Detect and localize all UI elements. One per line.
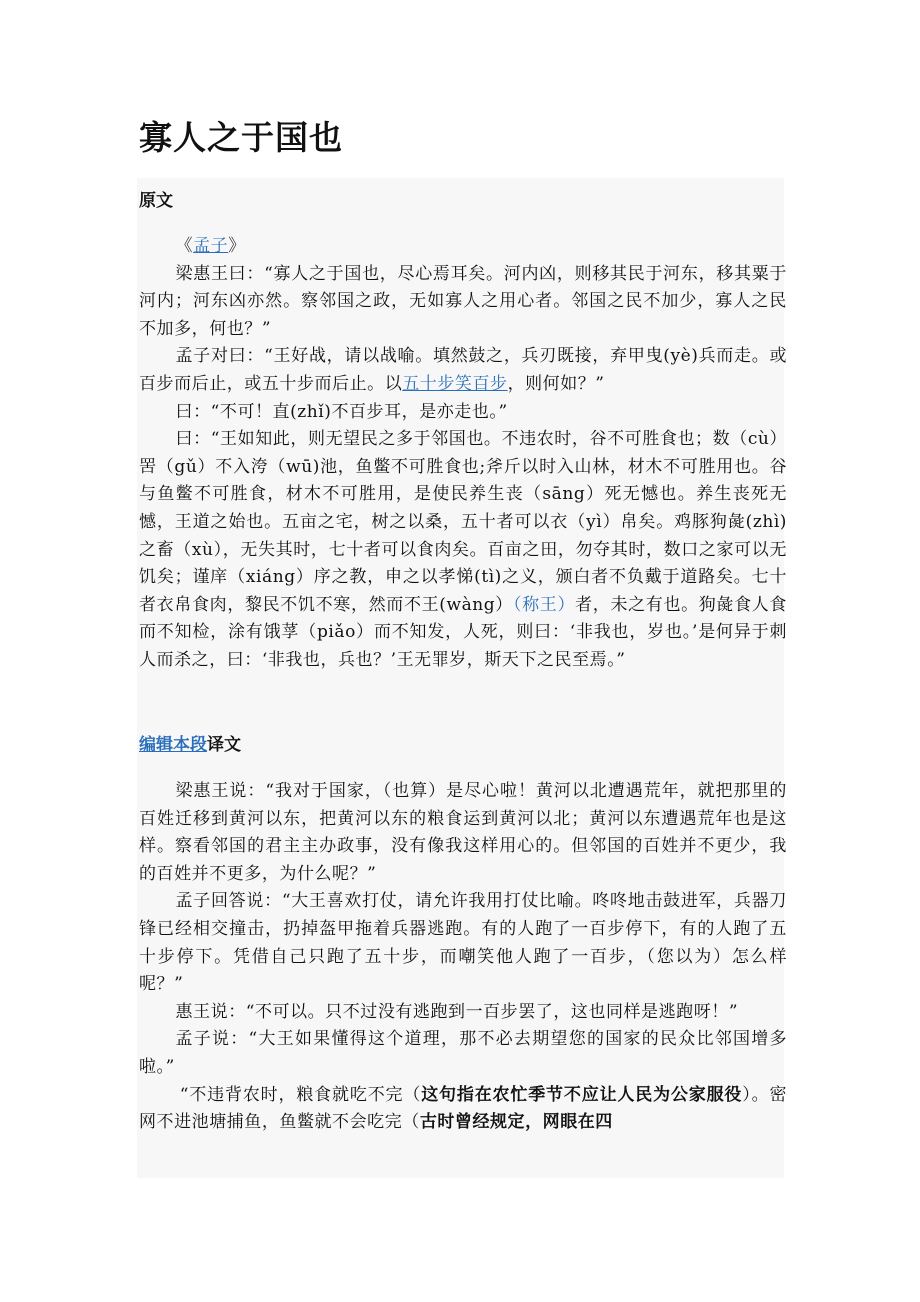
original-paragraph-4-start: 曰：“王如知此，则无望民之多于邻国也。不违农时，谷不可胜食也；数（cù）罟（gǔ）不入洿（wū)池，鱼鳖不可胜食也;斧斤以时入山林，材木不可胜用也。谷与鱼鳖不可胜食，材木不可胜用，是使民养生丧（sāng）死无憾也。养生丧死无憾，王道之始也。五亩之宅，树之以桑，五十者可以衣（yì）帛矣。鸡豚狗彘(zhì)之畜（xù），无失其时，七十者可以食肉矣。百亩之田，勿夺其时，数口之家可以无饥矣；谨庠（xiáng）序之教，申之以孝悌(tì)之义，颁白者不负戴于道路矣。七十者衣帛食肉，黎民不饥不寒，然而不王(wàng） bbox=[139, 429, 787, 615]
original-heading-text: 原文 bbox=[139, 191, 173, 211]
original-paragraph-2 bbox=[139, 343, 787, 398]
translation-note-2: 古时曾经规定，网眼在四 bbox=[419, 1112, 613, 1133]
original-paragraph-4-end: 者，未之有也。狗彘食人食而不知检，涂有饿莩（piǎo）而不知发，人死，则曰：‘非我也，岁也。’是何异于刺人而杀之，曰：‘非我也，兵也？’王无罪岁，斯天下之民至焉。” bbox=[139, 594, 787, 670]
original-paragraph-3: 曰：“不可！直(zhǐ)不百步耳，是亦走也。” bbox=[175, 401, 508, 422]
mencius-link[interactable]: 孟子 bbox=[193, 236, 229, 256]
idiom-link[interactable]: 五十步笑百步 bbox=[402, 373, 508, 394]
annotation-note: （称王） bbox=[512, 594, 576, 615]
source-open-bracket: 《 bbox=[175, 236, 194, 256]
edit-section-link[interactable]: 编辑本段 bbox=[139, 735, 207, 755]
translation-paragraph-2: 孟子回答说：“大王喜欢打仗，请允许我用打仗比喻。咚咚地击鼓进军，兵器刀锋已经相交撞击，扔掉盔甲拖着兵器逃跑。有的人跑了一百步停下，有的人跑了五十步停下。凭借自己只跑了五十步，而嘲笑他人跑了一百步，（您以为）怎么样呢？” bbox=[139, 891, 787, 995]
translation-paragraph-5-c: ）。密网不进池塘捕鱼，鱼鳖就不会吃完（ bbox=[139, 1084, 787, 1133]
translation-paragraph-4: 孟子说：“大王如果懂得这个道理，那不必去期望您的国家的民众比邻国增多啦。” bbox=[139, 1029, 787, 1077]
translation-heading bbox=[139, 730, 241, 755]
original-paragraph-2-start: 孟子对曰：“王好战，请以战喻。填然鼓之，兵刃既接，弃甲曳(yè)兵而走。或百步而后止，或五十步而后止。以 bbox=[139, 346, 787, 394]
translation-note-1: 这句指在农忙季节不应让人民为公家服役 bbox=[421, 1084, 743, 1105]
translation-text bbox=[139, 778, 787, 1137]
translation-paragraph-3: 惠王说：“不可以。只不过没有逃跑到一百步罢了，这也同样是逃跑呀！” bbox=[175, 1001, 739, 1022]
translation-paragraph-1: 梁惠王说：“我对于国家，（也算）是尽心啦！黄河以北遭遇荒年，就把那里的百姓迁移到黄河以东，把黄河以东的粮食运到黄河以北；黄河以东遭遇荒年也是这样。察看邻国的君主主办政事，没有像我这样用心的。但邻国的百姓并不更少，我的百姓并不更多，为什么呢？” bbox=[139, 781, 787, 884]
original-heading bbox=[139, 186, 173, 211]
source-close-bracket: 》 bbox=[228, 236, 246, 256]
original-text bbox=[139, 233, 787, 675]
translation-paragraph-5 bbox=[139, 1082, 787, 1137]
original-paragraph-2-end: ，则何如？” bbox=[507, 373, 605, 394]
original-paragraph-1: 梁惠王曰：“寡人之于国也，尽心焉耳矣。河内凶，则移其民于河东，移其粟于河内；河东凶亦然。察邻国之政，无如寡人之用心者。邻国之民不加少，寡人之民不加多，何也？” bbox=[139, 263, 787, 339]
translation-paragraph-5-a: “不违背农时，粮食就吃不完（ bbox=[179, 1084, 422, 1105]
original-paragraph-4 bbox=[139, 426, 787, 674]
translation-heading-text: 译文 bbox=[207, 735, 241, 755]
source-line bbox=[139, 233, 787, 261]
page-title: 寡人之于国也 bbox=[139, 118, 343, 157]
